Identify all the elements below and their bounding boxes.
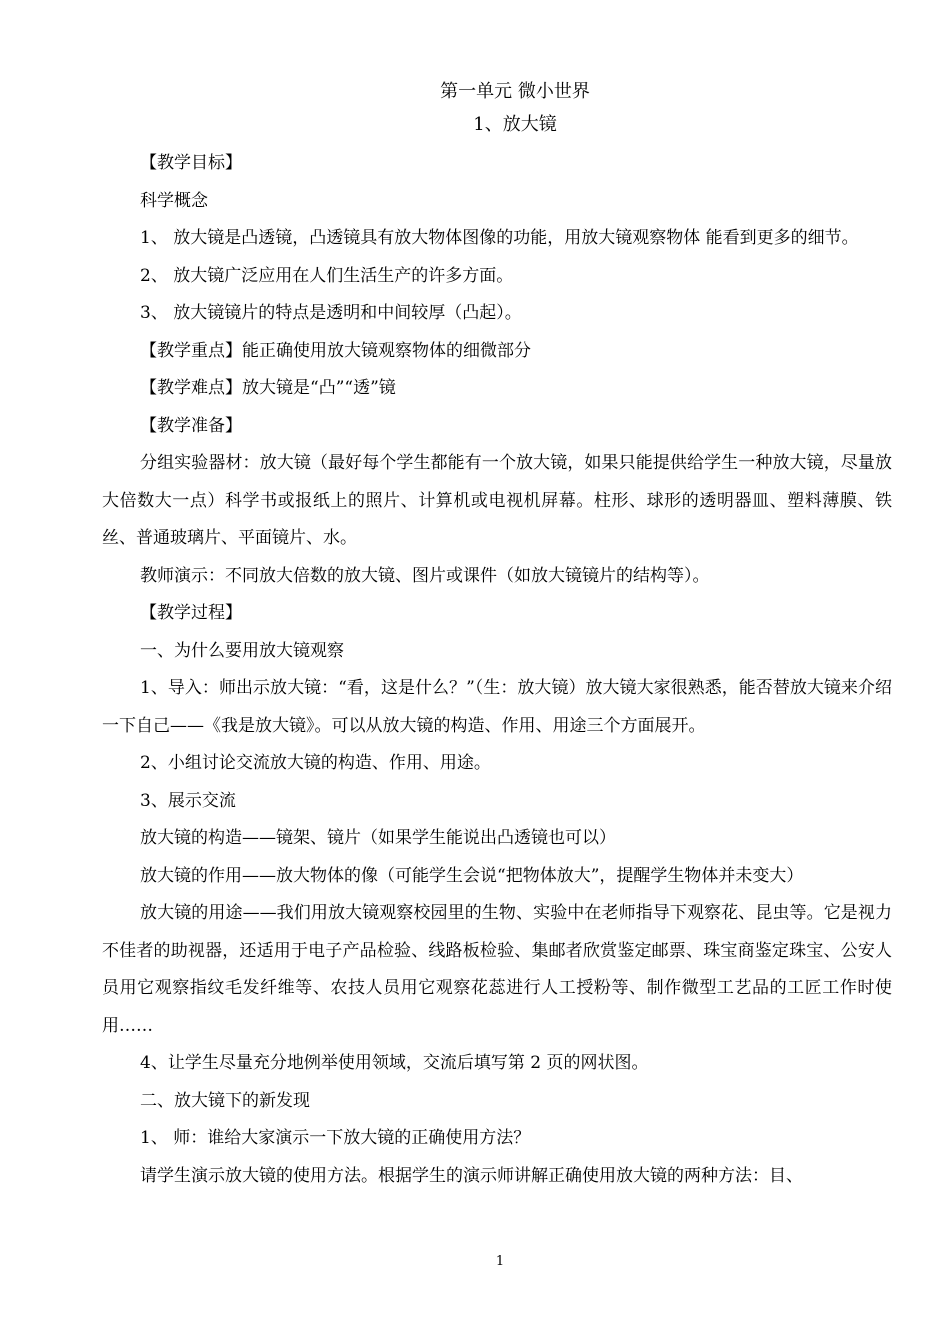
paragraph: 请学生演示放大镜的使用方法。根据学生的演示师讲解正确使用放大镜的两种方法：目、: [140, 1165, 803, 1186]
unit-title: 第一单元 微小世界: [440, 81, 590, 102]
subsection-heading: 一、为什么要用放大镜观察: [140, 640, 344, 661]
paragraph: 2、 放大镜广泛应用在人们生活生产的许多方面。: [140, 265, 514, 286]
paragraph: 放大镜的用途——我们用放大镜观察校园里的生物、实验中在老师指导下观察花、昆虫等。它是视力不佳者的助视器，还适用于电子产品检验、线路板检验、集邮者欣赏鉴定邮票、珠宝商鉴定珠宝、公安人员用它观察指纹毛发纤维等、农技人员用它观察花蕊进行人工授粉等、制作微型工艺品的工匠工作时使用……: [102, 903, 892, 1036]
document-body: [102, 145, 892, 1195]
page-number: 1: [495, 1254, 505, 1269]
paragraph: 2、小组讨论交流放大镜的构造、作用、用途。: [140, 753, 491, 773]
section-heading-objectives: 【教学目标】: [140, 153, 242, 173]
lesson-title: 1、放大镜: [473, 114, 557, 135]
paragraph: 放大镜的构造——镜架、镜片（如果学生能说出凸透镜也可以）: [140, 828, 616, 848]
paragraph: 教师演示：不同放大倍数的放大镜、图片或课件（如放大镜镜片的结构等）。: [140, 565, 710, 586]
section-heading-preparation: 【教学准备】: [140, 415, 242, 436]
section-heading-key-point: 【教学重点】能正确使用放大镜观察物体的细微部分: [140, 340, 531, 361]
paragraph: 1、 放大镜是凸透镜，凸透镜具有放大物体图像的功能，用放大镜观察物体 能看到更多的细节。: [140, 228, 859, 248]
paragraph: 1、 师：谁给大家演示一下放大镜的正确使用方法？: [140, 1128, 531, 1148]
subsection-heading: 二、放大镜下的新发现: [140, 1090, 310, 1111]
paragraph: 分组实验器材：放大镜（最好每个学生都能有一个放大镜，如果只能提供给学生一种放大镜，尽量放大倍数大一点）科学书或报纸上的照片、计算机或电视机屏幕。柱形、球形的透明器皿、塑料薄膜、铁丝、普通玻璃片、平面镜片、水。: [102, 453, 892, 548]
paragraph: 科学概念: [140, 190, 208, 211]
paragraph: 4、让学生尽量充分地例举使用领域，交流后填写第 2 页的网状图。: [140, 1053, 649, 1073]
section-heading-process: 【教学过程】: [140, 603, 242, 623]
paragraph: 放大镜的作用——放大物体的像（可能学生会说“把物体放大”，提醒学生物体并未变大）: [140, 865, 804, 886]
paragraph: 1、导入：师出示放大镜：“看，这是什么？”（生：放大镜）放大镜大家很熟悉，能否替放大镜来介绍一下自己——《我是放大镜》。可以从放大镜的构造、作用、用途三个方面展开。: [102, 678, 892, 736]
paragraph: 3、展示交流: [140, 790, 236, 811]
section-heading-difficulty: 【教学难点】放大镜是“凸”“透”镜: [140, 378, 396, 398]
paragraph: 3、 放大镜镜片的特点是透明和中间较厚（凸起）。: [140, 303, 522, 323]
